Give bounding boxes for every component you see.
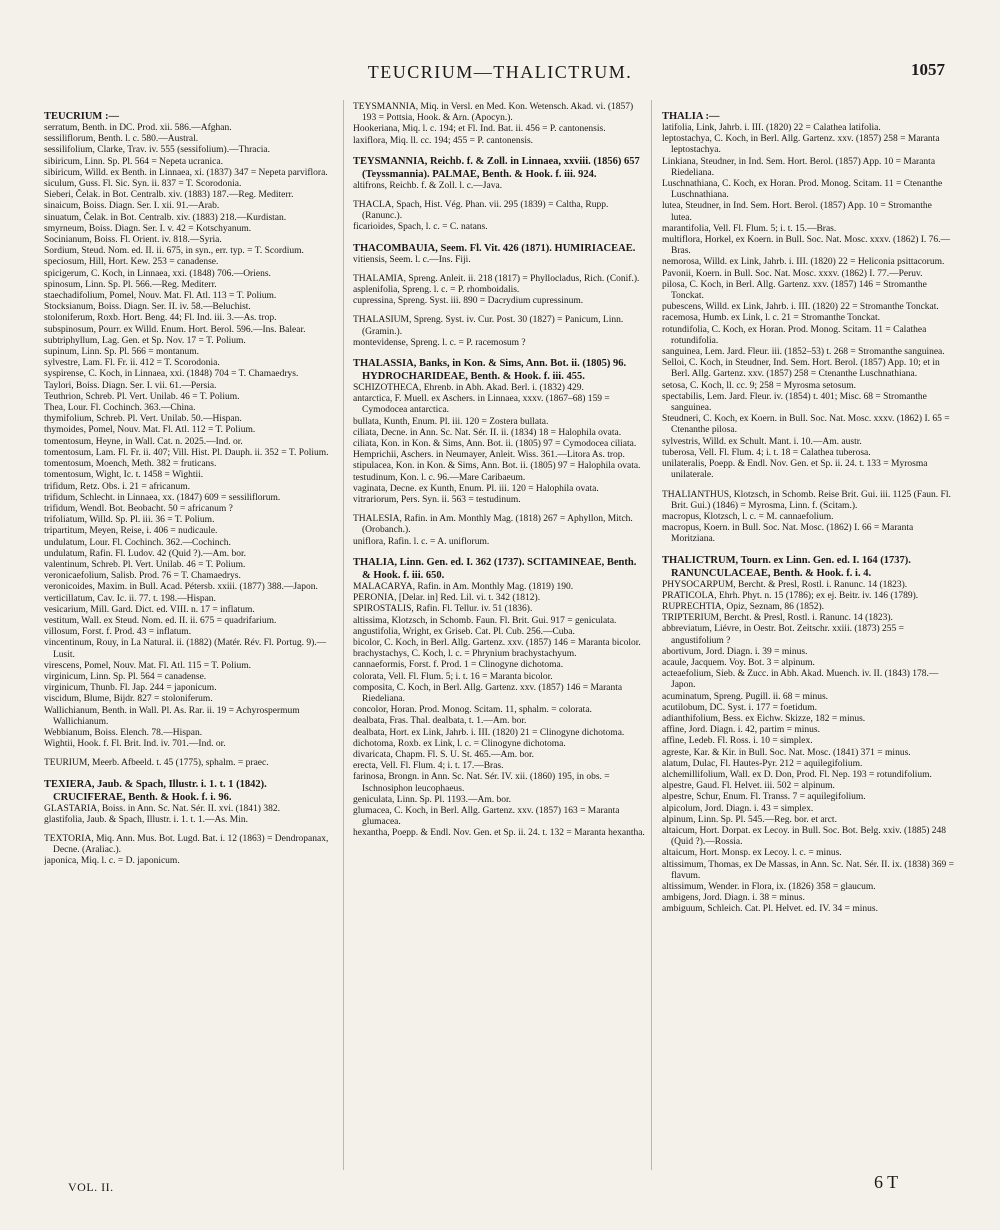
index-entry: thymoides, Pomel, Nouv. Mat. Fl. Atl. 112 = T. Polium.	[44, 425, 256, 436]
index-entry: concolor, Horan. Prod. Monog. Scitam. 11, sphalm. = colorata.	[353, 705, 592, 716]
index-entry: divaricata, Chapm. Fl. S. U. St. 465.—Am. bor.	[353, 749, 535, 760]
index-entry: Thea, Lour. Fl. Cochinch. 363.—China.	[44, 403, 196, 414]
index-entry: brachystachys, C. Koch, l. c. = Phrynium brachystachyum.	[353, 649, 577, 660]
index-entry: Stocksianum, Boiss. Diagn. Ser. II. iv. 58.—Beluchist.	[44, 302, 251, 313]
index-entry: Taylori, Boiss. Diagn. Ser. I. vii. 61.—Persia.	[44, 380, 217, 391]
index-entry: THALIANTHUS, Klotzsch, in Schomb. Reise Brit. Gui. iii. 1125 (Faun. Fl. Brit. Gui.) (1846) = Myrosma, Linn. f. (Scitam.).	[662, 489, 951, 511]
column-middle	[353, 102, 646, 1162]
index-entry: veronicoides, Maxim. in Bull. Acad. Pétersb. xxiii. (1877) 388.—Japon.	[44, 582, 318, 593]
index-entry: tomentosum, Moench, Meth. 382 = fruticans.	[44, 459, 217, 470]
page-title: TEUCRIUM—THALICTRUM.	[367, 62, 633, 82]
index-entry: undulatum, Rafin. Fl. Ludov. 42 (Quid ?).—Am. bor.	[44, 548, 247, 559]
index-entry: TRIPTERIUM, Bercht. & Presl, Rostl. i. Ranunc. 14 (1823).	[662, 613, 893, 624]
index-entry: verticillatum, Cav. Ic. ii. 77. t. 198.—Hispan.	[44, 593, 216, 604]
index-entry: THACLA, Spach, Hist. Vég. Phan. vii. 295 (1839) = Caltha, Rupp. (Ranunc.).	[353, 200, 609, 222]
index-entry: tomentosum, Wight, Ic. t. 1458 = Wightii.	[44, 470, 204, 481]
index-entry: SCHIZOTHECA, Ehrenb. in Abh. Akad. Berl. i. (1832) 429.	[353, 383, 584, 394]
index-entry: sinuatum, Čelak. in Bot. Centralb. xiv. (1883) 218.—Kurdistan.	[44, 212, 287, 223]
index-entry: virescens, Pomel, Nouv. Mat. Fl. Atl. 115 = T. Polium.	[44, 660, 251, 671]
index-entry: macropus, Klotzsch, l. c. = M. cannaefolium.	[662, 511, 834, 522]
index-entry: racemosa, Humb. ex Link, l. c. 21 = Stromanthe Tonckat.	[662, 313, 880, 324]
index-entry: ciliata, Kon. in Kon. & Sims, Ann. Bot. ii. (1805) 97 = Cymodocea ciliata.	[353, 439, 637, 450]
index-entry: subspinosum, Pourr. ex Willd. Enum. Hort. Berol. 596.—Ins. Balear.	[44, 324, 306, 335]
index-entry: subtriphyllum, Lag. Gen. et Sp. Nov. 17 = T. Polium.	[44, 335, 246, 346]
index-entry: vitiensis, Seem. l. c.—Ins. Fiji.	[353, 254, 471, 265]
index-entry: abortivum, Jord. Diagn. i. 39 = minus.	[662, 646, 808, 657]
index-entry: dichotoma, Roxb. ex Link, l. c. = Clinogyne dichotoma.	[353, 738, 566, 749]
index-entry: Sordium, Steud. Nom. ed. II. ii. 675, in syn., err. typ. = T. Scordium.	[44, 246, 304, 257]
index-entry: Sieberi, Čelak. in Bot. Centralb. xiv. (1883) 187.—Reg. Mediterr.	[44, 190, 294, 201]
index-entry: alpestre, Gaud. Fl. Helvet. iii. 502 = alpinum.	[662, 781, 835, 792]
index-entry: vaginata, Decne. ex Kunth, Enum. Pl. iii. 120 = Halophila ovata.	[353, 483, 599, 494]
index-entry: spinosum, Linn. Sp. Pl. 566.—Reg. Mediterr.	[44, 279, 217, 290]
index-entry: trifidum, Retz. Obs. i. 21 = africanum.	[44, 481, 190, 492]
index-entry: TEYSMANNIA, Miq. in Versl. en Med. Kon. Wetensch. Akad. vi. (1857) 193 = Pottsia, Hook. & Arn. (Apocyn.).	[353, 102, 634, 124]
index-entry: uniflora, Rafin. l. c. = A. uniflorum.	[353, 536, 490, 547]
index-entry: dealbata, Fras. Thal. dealbata, t. 1.—Am. bor.	[353, 716, 527, 727]
index-entry: colorata, Vell. Fl. Flum. 5; i. t. 16 = Maranta bicolor.	[353, 671, 553, 682]
index-entry: vesicarium, Mill. Gard. Dict. ed. VIII. n. 17 = inflatum.	[44, 604, 255, 615]
page-number: 1057	[911, 60, 945, 79]
index-entry: tomentosum, Lam. Fl. Fr. ii. 407; Vill. Hist. Pl. Dauph. ii. 352 = T. Polium.	[44, 447, 329, 458]
index-entry: ambigens, Jord. Diagn. i. 38 = minus.	[662, 893, 805, 904]
index-entry: cupressina, Spreng. Syst. iii. 890 = Dacrydium cupressinum.	[353, 296, 584, 307]
index-entry: Wightii, Hook. f. Fl. Brit. Ind. iv. 701.—Ind. or.	[44, 739, 226, 750]
index-entry: alatum, Dulac, Fl. Hautes-Pyr. 212 = aquilegifolium.	[662, 758, 863, 769]
index-entry: vincentinum, Rouy, in La Natural. ii. (1882) (Matér. Rév. Fl. Portug. 9).—Lusit.	[44, 638, 327, 660]
index-entry: thymifolium, Schreb. Pl. Vert. Unilab. 50.—Hispan.	[44, 414, 242, 425]
genus-heading: TEUCRIUM :—	[44, 111, 119, 122]
index-entry: veronicaefolium, Salisb. Prod. 76 = T. Chamaedrys.	[44, 571, 241, 582]
index-entry: setosa, C. Koch, ll. cc. 9; 258 = Myrosma setosum.	[662, 380, 857, 391]
index-entry: altissimum, Wender. in Flora, ix. (1826) 358 = glaucum.	[662, 882, 876, 892]
index-entry: Linkiana, Steudner, in Ind. Sem. Hort. Berol. (1857) App. 10 = Maranta Riedeliana.	[662, 156, 936, 178]
index-entry: Webbianum, Boiss. Elench. 78.—Hispan.	[44, 727, 203, 738]
index-entry: macropus, Koern. in Bull. Soc. Nat. Mosc. (1862) I. 66 = Maranta Moritziana.	[662, 523, 914, 545]
index-entry: Socinianum, Boiss. Fl. Orient. iv. 818.—Syria.	[44, 235, 222, 246]
index-entry: rotundifolia, C. Koch, ex Horan. Prod. Monog. Scitam. 11 = Calathea rotundifolia.	[662, 324, 927, 346]
index-entry: PERONIA, [Delar. in] Red. Lil. vi. t. 342 (1812).	[353, 593, 541, 604]
index-entry: lutea, Steudner, in Ind. Sem. Hort. Berol. (1857) App. 10 = Stromanthe lutea.	[662, 201, 932, 223]
index-entry: sessilifolium, Clarke, Trav. iv. 555 (sessifolium).—Thracia.	[44, 145, 270, 156]
genus-heading: THALIA, Linn. Gen. ed. I. 362 (1737). SCITAMINEAE, Benth. & Hook. f. iii. 650.	[353, 556, 637, 581]
index-entry: altaicum, Hort. Dorpat. ex Lecoy. in Bull. Soc. Bot. Belg. xxiv. (1885) 248 (Quid ?).—Rossia.	[662, 825, 946, 848]
index-entry: hexantha, Poepp. & Endl. Nov. Gen. et Sp. ii. 24. t. 132 = Maranta hexantha.	[353, 828, 645, 839]
index-entry: altissima, Klotzsch, in Schomb. Faun. Fl. Brit. Gui. 917 = geniculata.	[353, 615, 617, 626]
index-entry: virginicum, Linn. Sp. Pl. 564 = canadense.	[44, 671, 207, 682]
index-entry: japonica, Miq. l. c. = D. japonicum.	[44, 856, 180, 867]
index-entry: siculum, Guss. Fl. Sic. Syn. ii. 837 = T. Scorodonia.	[44, 179, 242, 190]
index-entry: TEXTORIA, Miq. Ann. Mus. Bot. Lugd. Bat. i. 12 (1863) = Dendropanax, Decne. (Araliac.).	[44, 833, 329, 856]
index-entry: undulatum, Lour. Fl. Cochinch. 362.—Cochinch.	[44, 537, 231, 548]
index-entry: acuminatum, Spreng. Pugill. ii. 68 = minus.	[662, 691, 829, 702]
index-entry: THALESIA, Rafin. in Am. Monthly Mag. (1818) 267 = Aphyllon, Mitch. (Orobanch.).	[353, 514, 633, 536]
index-entry: latifolia, Link, Jahrb. i. III. (1820) 22 = Calathea latifolia.	[662, 123, 881, 133]
index-entry: Selloi, C. Koch, in Steudner, Ind. Sem. Hort. Berol. (1857) App. 10; et in Berl. Allg. Gartenz. xxv. (1857) 258 = Ctenanthe Luschnathiana.	[662, 358, 940, 380]
index-entry: composita, C. Koch, in Berl. Allg. Gartenz. xxv. (1857) 146 = Maranta Riedeliana.	[353, 682, 623, 704]
index-entry: Luschnathiana, C. Koch, ex Horan. Prod. Monog. Scitam. 11 = Ctenanthe Luschnathiana.	[662, 179, 943, 201]
index-entry: bicolor, C. Koch, in Berl. Allg. Gartenz. xxv. (1857) 146 = Maranta bicolor.	[353, 637, 641, 648]
index-entry: tuberosa, Vell. Fl. Flum. 4; i. t. 18 = Calathea tuberosa.	[662, 447, 871, 458]
index-entry: altaicum, Hort. Monsp. ex Lecoy. l. c. = minus.	[662, 848, 842, 859]
index-entry: pilosa, C. Koch, in Berl. Allg. Gartenz. xxv. (1857) 146 = Stromanthe Tonckat.	[662, 279, 927, 302]
index-entry: multiflora, Horkel, ex Koern. in Bull. Soc. Nat. Mosc. xxxv. (1862) I. 76.—Bras.	[662, 235, 951, 257]
column-left	[44, 102, 337, 1162]
index-entry: agreste, Kar. & Kir. in Bull. Soc. Nat. Mosc. (1841) 371 = minus.	[662, 747, 911, 758]
genus-heading: TEYSMANNIA, Reichb. f. & Zoll. in Linnaea, xxviii. (1856) 657 (Teyssmannia). PALMAE, Benth. & Hook. f. iii. 924.	[353, 155, 640, 180]
index-entry: MALACARYA, Rafin. in Am. Monthly Mag. (1819) 190.	[353, 581, 574, 592]
index-entry: stoloniferum, Roxb. Hort. Beng. 44; Fl. Ind. iii. 3.—As. trop.	[44, 313, 277, 324]
index-entry: GLASTARIA, Boiss. in Ann. Sc. Nat. Sér. II. xvi. (1841) 382.	[44, 803, 280, 814]
index-entry: viscidum, Blume, Bijdr. 827 = stoloniferum.	[44, 694, 213, 705]
index-entry: sylvestre, Lam. Fl. Fr. ii. 412 = T. Scorodonia.	[44, 358, 220, 369]
index-entry: acaule, Jacquem. Voy. Bot. 3 = alpinum.	[662, 657, 815, 668]
index-entry: testudinum, Kon. l. c. 96.—Mare Caribaeum.	[353, 472, 526, 483]
index-entry: alchemillifolium, Wall. ex D. Don, Prod. Fl. Nep. 193 = rotundifolium.	[662, 769, 932, 780]
index-entry: Wallichianum, Benth. in Wall. Pl. As. Rar. ii. 19 = Achyrospermum Wallichianum.	[44, 705, 300, 727]
index-entry: SPIROSTALIS, Rafin. Fl. Tellur. iv. 51 (1836).	[353, 604, 533, 615]
index-entry: altifrons, Reichb. f. & Zoll. l. c.—Java.	[353, 180, 503, 191]
index-entry: stipulacea, Kon. in Kon. & Sims, Ann. Bot. ii. (1805) 97 = Halophila ovata.	[353, 461, 641, 472]
genus-heading: TEXIERA, Jaub. & Spach, Illustr. i. 1. t. 1 (1842). CRUCIFERAE, Benth. & Hook. f. i. 96.	[44, 778, 267, 803]
index-entry: spicigerum, C. Koch, in Linnaea, xxi. (1848) 706.—Oriens.	[44, 268, 271, 279]
index-entry: geniculata, Linn. Sp. Pl. 1193.—Am. bor.	[353, 794, 511, 805]
index-entry: vitrariorum, Pers. Syn. ii. 563 = testudinum.	[353, 495, 521, 506]
index-entry: RUPRECHTIA, Opiz, Seznam, 86 (1852).	[662, 601, 825, 612]
index-entry: sibiricum, Willd. ex Benth. in Linnaea, xi. (1837) 347 = Nepeta parviflora.	[44, 167, 328, 178]
index-entry: Pavonii, Koern. in Bull. Soc. Nat. Mosc. xxxv. (1862) I. 77.—Peruv.	[662, 268, 923, 279]
genus-heading: THALASSIA, Banks, in Kon. & Sims, Ann. Bot. ii. (1805) 96. HYDROCHARIDEAE, Benth. & Hook. f. iii. 455.	[353, 358, 627, 383]
index-entry: ficarioides, Spach, l. c. = C. natans.	[353, 222, 488, 233]
index-entry: Teuthrion, Schreb. Pl. Vert. Unilab. 46 = T. Polium.	[44, 391, 240, 402]
index-entry: affine, Ledeb. Fl. Ross. i. 10 = simplex.	[662, 736, 813, 747]
index-entry: THALASIUM, Spreng. Syst. iv. Cur. Post. 30 (1827) = Panicum, Linn. (Gramin.).	[353, 315, 624, 337]
index-columns	[44, 102, 956, 1162]
genus-heading: THALICTRUM, Tourn. ex Linn. Gen. ed. I. 164 (1737). RANUNCULACEAE, Benth. & Hook. f. i. 4.	[662, 554, 911, 579]
index-entry: valentinum, Schreb. Pl. Vert. Unilab. 46 = T. Polium.	[44, 559, 246, 570]
index-entry: pubescens, Willd. ex Link, Jahrb. i. III. (1820) 22 = Stromanthe Tonckat.	[662, 302, 939, 313]
index-entry: marantifolia, Vell. Fl. Flum. 5; i. t. 15.—Bras.	[662, 223, 837, 234]
index-entry: alpestre, Schur, Enum. Fl. Transs. 7 = aquilegifolium.	[662, 792, 866, 803]
index-entry: TEURIUM, Meerb. Afbeeld. t. 45 (1775), sphalm. = praec.	[44, 758, 269, 769]
signature-mark: 6 T	[874, 1172, 899, 1192]
index-entry: leptostachya, C. Koch, in Berl. Allg. Gartenz. xxv. (1857) 258 = Maranta leptostachya.	[662, 134, 940, 156]
index-entry: tomentosum, Heyne, in Wall. Cat. n. 2025.—Ind. or.	[44, 436, 243, 447]
index-entry: antarctica, F. Muell. ex Aschers. in Linnaea, xxxv. (1867–68) 159 = Cymodocea antarctica.	[353, 394, 610, 416]
index-entry: syspirense, C. Koch, in Linnaea, xxi. (1848) 704 = T. Chamaedrys.	[44, 369, 299, 380]
volume-label: VOL. II.	[68, 1180, 114, 1194]
index-entry: Steudneri, C. Koch, ex Koern. in Bull. Soc. Nat. Mosc. xxxv. (1862) I. 65 = Ctenanthe pilosa.	[662, 414, 950, 436]
index-entry: erecta, Vell. Fl. Flum. 4; i. t. 17.—Bras.	[353, 761, 504, 772]
index-entry: ambiguum, Schleich. Cat. Pl. Helvet. ed. IV. 34 = minus.	[662, 904, 879, 915]
index-entry: spectabilis, Lem. Jard. Fleur. iv. (1854) t. 401; Misc. 68 = Stromanthe sanguinea.	[662, 391, 927, 414]
index-entry: sanguinea, Lem. Jard. Fleur. iii. (1852–53) t. 268 = Stromanthe sanguinea.	[662, 347, 945, 358]
index-entry: villosum, Forst. f. Prod. 43 = inflatum.	[44, 627, 192, 638]
index-entry: Hemprichii, Aschers. in Neumayer, Anleit. Wiss. 361.—Litora As. trop.	[353, 450, 625, 461]
index-entry: tripartitum, Meyen, Reise, i. 406 = nudicaule.	[44, 526, 218, 537]
genus-heading: THACOMBAUIA, Seem. Fl. Vit. 426 (1871). HUMIRIACEAE.	[353, 242, 636, 254]
index-entry: sibiricum, Linn. Sp. Pl. 564 = Nepeta ucranica.	[44, 156, 223, 167]
index-entry: altissimum, Thomas, ex De Massas, in Ann. Sc. Nat. Sér. II. ix. (1838) 369 = flavum.	[662, 859, 955, 881]
index-entry: supinum, Linn. Sp. Pl. 566 = montanum.	[44, 347, 199, 358]
index-entry: trifidum, Schlecht. in Linnaea, xx. (1847) 609 = sessiliflorum.	[44, 492, 281, 503]
index-entry: farinosa, Brongn. in Ann. Sc. Nat. Sér. IV. xii. (1860) 195, in obs. = Ischnosiphon leucophaeus.	[353, 772, 610, 794]
index-entry: PHYSOCARPUM, Bercht. & Presl, Rostl. i. Ranunc. 14 (1823).	[662, 579, 908, 590]
genus-heading: THALIA :—	[662, 111, 720, 122]
index-entry: sinaicum, Boiss. Diagn. Ser. I. xii. 91.—Arab.	[44, 201, 220, 212]
index-entry: staechadifolium, Pomel, Nouv. Mat. Fl. Atl. 113 = T. Polium.	[44, 291, 277, 302]
index-entry: alpinum, Linn. Sp. Pl. 545.—Reg. bor. et arct.	[662, 814, 837, 825]
index-entry: ciliata, Decne. in Ann. Sc. Nat. Sér. II. ii. (1834) 18 = Halophila ovata.	[353, 427, 622, 438]
index-entry: PRATICOLA, Ehrh. Phyt. n. 15 (1786); ex ej. Beitr. iv. 146 (1789).	[662, 590, 919, 601]
index-entry: abbreviatum, Liévre, in Oestr. Bot. Zeitschr. xxiii. (1873) 255 = angustifolium ?	[662, 624, 905, 646]
index-entry: acutilobum, DC. Syst. i. 177 = foetidum.	[662, 702, 817, 713]
index-entry: Hookeriana, Miq. l. c. 194; et Fl. Ind. Bat. ii. 456 = P. cantonensis.	[353, 124, 606, 135]
index-entry: asplenifolia, Spreng. l. c. = P. rhomboidalis.	[353, 285, 520, 296]
index-entry: virginicum, Thunb. Fl. Jap. 244 = japonicum.	[44, 683, 217, 694]
index-entry: trifoliatum, Willd. Sp. Pl. iii. 36 = T. Polium.	[44, 515, 215, 526]
index-entry: laxiflora, Miq. ll. cc. 194; 455 = P. cantonensis.	[353, 135, 534, 146]
index-entry: adianthifolium, Bess. ex Eichw. Skizze, 182 = minus.	[662, 713, 866, 724]
index-entry: serratum, Benth. in DC. Prod. xii. 586.—Afghan.	[44, 123, 232, 133]
index-entry: acteaefolium, Sieb. & Zucc. in Abh. Akad. Muench. iv. II. (1843) 178.—Japon.	[662, 669, 939, 691]
index-entry: cannaeformis, Forst. f. Prod. 1 = Clinogyne dichotoma.	[353, 660, 564, 671]
index-entry: affine, Jord. Diagn. i. 42, partim = minus.	[662, 725, 820, 736]
index-entry: THALAMIA, Spreng. Anleit. ii. 218 (1817) = Phyllocladus, Rich. (Conif.).	[353, 273, 640, 284]
index-entry: glumacea, C. Koch, in Berl. Allg. Gartenz. xxv. (1857) 163 = Maranta glumacea.	[353, 805, 620, 828]
index-entry: bullata, Kunth, Enum. Pl. iii. 120 = Zostera bullata.	[353, 416, 549, 427]
column-right	[662, 102, 955, 1162]
index-entry: vestitum, Wall. ex Steud. Nom. ed. II. ii. 675 = quadrifarium.	[44, 615, 277, 626]
index-entry: angustifolia, Wright, ex Griseb. Cat. Pl. Cub. 256.—Cuba.	[353, 626, 575, 637]
index-entry: sessiliflorum, Benth. l. c. 580.—Austral.	[44, 134, 199, 145]
running-header	[0, 62, 1000, 86]
index-entry: unilateralis, Poepp. & Endl. Nov. Gen. et Sp. ii. 24. t. 133 = Myrosma unilaterale.	[662, 459, 928, 481]
index-entry: alpicolum, Jord. Diagn. i. 43 = simplex.	[662, 803, 814, 814]
index-entry: dealbata, Hort. ex Link, Jahrb. i. III. (1820) 21 = Clinogyne dichotoma.	[353, 727, 625, 738]
index-entry: smyrneum, Boiss. Diagn. Ser. I. v. 42 = Kotschyanum.	[44, 223, 252, 234]
index-entry: nemorosa, Willd. ex Link, Jahrb. i. III. (1820) 22 = Heliconia psittacorum.	[662, 257, 945, 268]
index-entry: speciosum, Hill, Hort. Kew. 253 = canadense.	[44, 257, 219, 268]
index-entry: montevidense, Spreng. l. c. = P. racemosum ?	[353, 337, 526, 348]
index-entry: glastifolia, Jaub. & Spach, Illustr. i. 1. t. 1.—As. Min.	[44, 814, 248, 825]
index-entry: trifidum, Wendl. Bot. Beobacht. 50 = africanum ?	[44, 503, 233, 514]
index-entry: sylvestris, Willd. ex Schult. Mant. i. 10.—Am. austr.	[662, 436, 862, 447]
